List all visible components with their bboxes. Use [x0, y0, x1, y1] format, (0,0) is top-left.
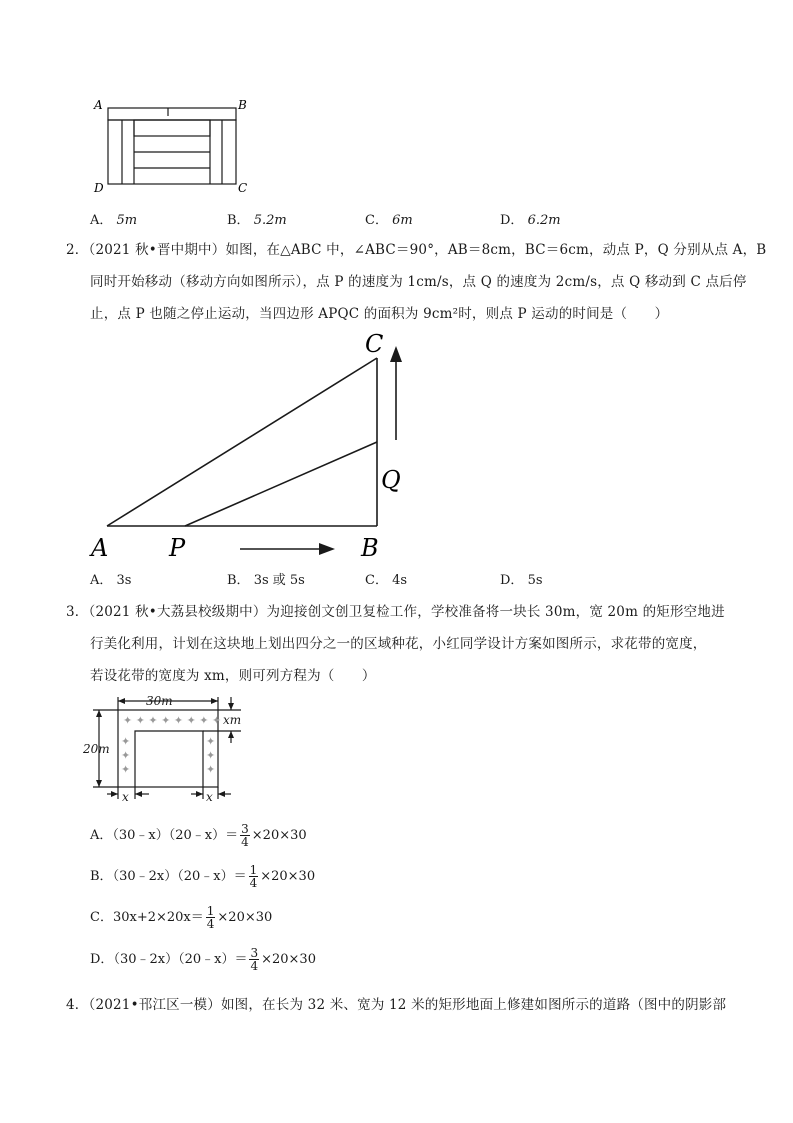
fig2-label-p: P: [169, 534, 186, 562]
table-top: [108, 108, 236, 120]
arrow-q-head: [390, 346, 402, 362]
q3-option-d[interactable]: D．（30﹣2x）（20﹣x）＝ $\frac{3}{4}$ ×20×30: [90, 946, 316, 973]
fig1-label-b: B: [238, 98, 247, 112]
svg-text:✦: ✦: [121, 763, 131, 776]
q3-stem-line-2: 行美化利用，计划在这块地上划出四分之一的区域种花，小红同学设计方案如图所示，求花带的宽度，: [90, 636, 707, 652]
fig2-label-b: B: [361, 534, 379, 562]
q1-option-d[interactable]: D． 6.2m: [500, 213, 561, 228]
fig3-length: 30m: [146, 694, 173, 708]
svg-text:✦ ✦ ✦ ✦ ✦ ✦ ✦ ✦: ✦ ✦ ✦ ✦ ✦ ✦ ✦ ✦: [123, 714, 222, 727]
q2-option-d[interactable]: D． 5s: [500, 573, 543, 588]
svg-text:✦: ✦: [206, 749, 216, 762]
fig2-label-c: C: [365, 330, 384, 358]
fig3-x-left: x: [122, 790, 129, 804]
segment-pq: [185, 442, 377, 526]
q2-figure: [85, 330, 425, 570]
q2-option-c[interactable]: C． 4s: [365, 573, 408, 588]
q2-option-b[interactable]: B． 3s 或 5s: [227, 573, 305, 588]
svg-text:✦: ✦: [206, 763, 216, 776]
q3-option-a[interactable]: A．（30﹣x）（20﹣x）＝ $\frac{3}{4}$ ×20×30: [90, 822, 307, 849]
q3-option-b[interactable]: B．（30﹣2x）（20﹣x）＝ $\frac{1}{4}$ ×20×30: [90, 863, 316, 890]
q2-option-a[interactable]: A． 3s: [90, 573, 132, 588]
q3-stem-line-1: 3．（2021 秋•大荔县校级期中）为迎接创文创卫复检工作，学校准备将一块长 30m，宽 20m 的矩形空地进: [66, 604, 725, 620]
fig3-x-right: x: [206, 790, 213, 804]
garden-inner: [135, 731, 203, 787]
fig1-label-d: D: [94, 181, 104, 195]
q1-figure: [90, 95, 250, 200]
q1-option-c[interactable]: C． 6m: [365, 213, 413, 228]
fig1-label-a: A: [94, 98, 103, 112]
svg-text:✦: ✦: [121, 749, 131, 762]
svg-text:✦: ✦: [206, 735, 216, 748]
q3-figure: [85, 693, 250, 805]
fig3-xm: xm: [223, 713, 242, 727]
q3-option-c[interactable]: C．30x+2×20x＝ $\frac{1}{4}$ ×20×30: [90, 904, 273, 931]
q2-stem-line-2: 同时开始移动（移动方向如图所示），点 P 的速度为 1cm/s，点 Q 的速度为 2cm/s，点 Q 移动到 C 点后停: [90, 274, 747, 290]
q2-stem-line-1: 2．（2021 秋•晋中期中）如图，在△ABC 中，∠ABC＝90°，AB＝8cm，BC＝6cm，动点 P，Q 分别从点 A，B: [66, 242, 767, 258]
arrow-p-head: [319, 543, 335, 555]
q1-option-b[interactable]: B． 5.2m: [227, 213, 287, 228]
svg-text:✦: ✦: [121, 735, 131, 748]
fig3-width: 20m: [83, 742, 110, 756]
q3-stem-line-3: 若设花带的宽度为 xm，则可列方程为（ ）: [90, 668, 376, 684]
flower-marks: [121, 714, 221, 776]
fig2-label-a: A: [91, 534, 109, 562]
q2-stem-line-3: 止，点 P 也随之停止运动，当四边形 APQC 的面积为 9cm²时，则点 P 运动的时间是（ ）: [90, 306, 669, 322]
fig1-label-c: C: [238, 181, 248, 195]
q4-stem-line-1: 4．（2021•邗江区一模）如图，在长为 32 米、宽为 12 米的矩形地面上修建如图所示的道路（图中的阴影部: [66, 997, 727, 1013]
fig2-label-q: Q: [381, 466, 401, 494]
q1-option-a[interactable]: A． 5m: [90, 213, 138, 228]
